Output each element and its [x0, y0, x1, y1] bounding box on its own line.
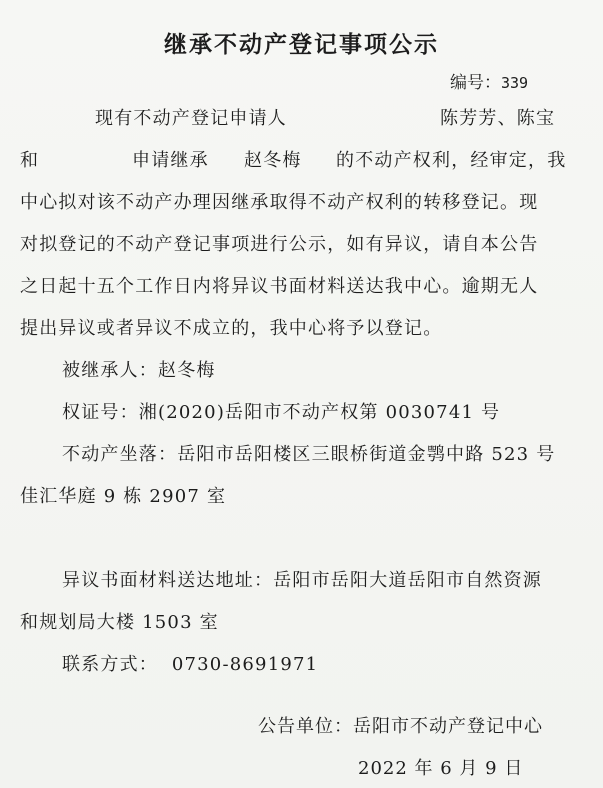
location-field-line-2: 佳汇华庭 9 栋 2907 室: [20, 486, 227, 507]
serial-value: 339: [501, 74, 529, 92]
deceased-name-inline: 赵冬梅: [244, 150, 302, 171]
paragraph-line-2-end: 的不动产权利，经审定，我: [336, 150, 567, 171]
serial-number: [450, 68, 528, 93]
paragraph-line-1: [95, 104, 287, 130]
serial-label: 编号：: [450, 73, 501, 93]
applicant-intro: 现有不动产登记申请人: [95, 108, 287, 129]
objection-address-line-1: 异议书面材料送达地址：岳阳市岳阳大道岳阳市自然资源: [62, 570, 542, 591]
inheritance-verb: 申请继承: [132, 150, 209, 171]
issuing-unit: 公告单位：岳阳市不动产登记中心: [258, 716, 543, 737]
certificate-field: 权证号：湘(2020)岳阳市不动产权第 0030741 号: [62, 402, 501, 423]
paragraph-line-5: 之日起十五个工作日内将异议书面材料送达我中心。逾期无人: [20, 276, 539, 297]
objection-address-line-2: 和规划局大楼 1503 室: [20, 612, 219, 633]
applicants-first: 陈芳芳、陈宝: [440, 108, 556, 129]
paragraph-line-6: 提出异议或者异议不成立的，我中心将予以登记。: [20, 318, 443, 339]
paragraph-line-4: 对拟登记的不动产登记事项进行公示，如有异议，请自本公告: [20, 234, 539, 255]
applicants-and: 和: [20, 150, 40, 171]
location-field-line-1: 不动产坐落：岳阳市岳阳楼区三眼桥街道金鹗中路 523 号: [62, 444, 556, 465]
deceased-field: 被继承人：赵冬梅: [62, 360, 216, 381]
contact-field: 联系方式： 0730-8691971: [62, 654, 319, 675]
document-title: 继承不动产登记事项公示: [164, 32, 439, 58]
paragraph-line-3: 中心拟对该不动产办理因继承取得不动产权利的转移登记。现: [20, 192, 539, 213]
issue-date: 2022 年 6 月 9 日: [358, 758, 524, 779]
